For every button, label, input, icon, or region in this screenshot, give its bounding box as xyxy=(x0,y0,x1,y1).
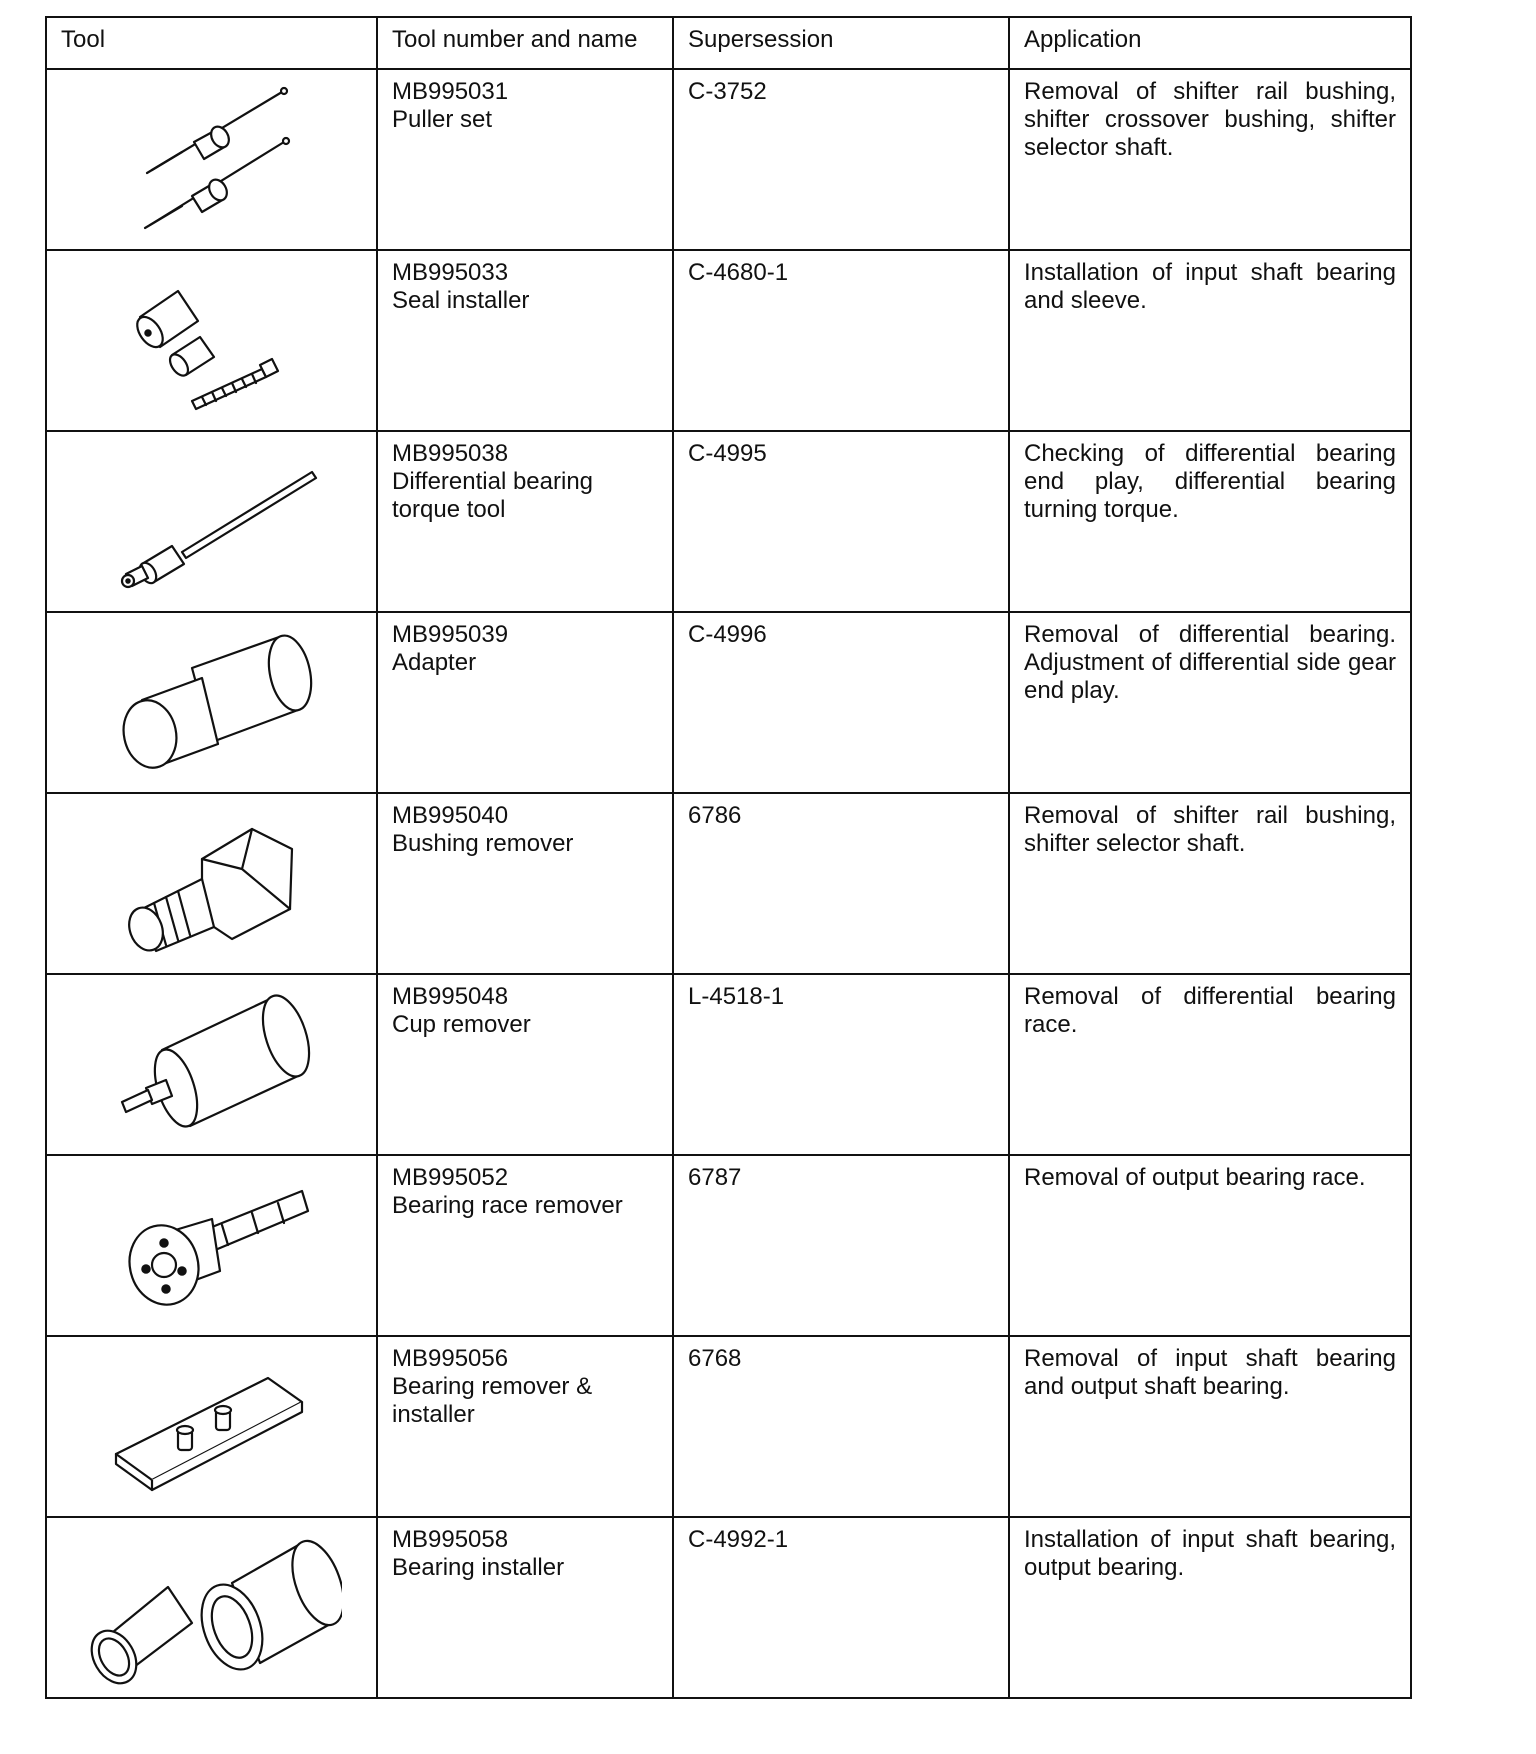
tool-image-cell xyxy=(46,1155,377,1336)
table-row xyxy=(46,793,1411,974)
tool-number: MB995039 xyxy=(392,621,509,648)
table-row xyxy=(46,69,1411,250)
tool-name: Bushing remover xyxy=(392,830,574,857)
header-row xyxy=(46,17,1411,69)
tool-number-name-cell xyxy=(377,1155,673,1336)
tool-number-name-cell xyxy=(377,250,673,431)
supersession-cell: 6787 xyxy=(673,1155,1009,1336)
application-cell: Removal of output bearing race. xyxy=(1009,1155,1411,1336)
supersession-cell: 6768 xyxy=(673,1336,1009,1517)
supersession-cell: C-4992-1 xyxy=(673,1517,1009,1698)
table-row xyxy=(46,250,1411,431)
tool-name: Seal installer xyxy=(392,287,530,314)
tool-name: Differential bearing torque tool xyxy=(392,468,594,523)
header-application: Application xyxy=(1009,17,1411,69)
tool-number: MB995052 xyxy=(392,1164,509,1191)
bearing-remover-installer-icon xyxy=(102,1342,322,1512)
application-cell: Removal of shifter rail bushing, shifter selector shaft. xyxy=(1009,793,1411,974)
table-row xyxy=(46,974,1411,1155)
header-number-name: Tool number and name xyxy=(377,17,673,69)
supersession-cell: C-3752 xyxy=(673,69,1009,250)
bushing-remover-icon xyxy=(102,799,322,969)
tool-number: MB995031 xyxy=(392,78,509,105)
tool-name: Cup remover xyxy=(392,1011,531,1038)
tool-number-name-cell xyxy=(377,1517,673,1698)
tool-number-name-cell xyxy=(377,793,673,974)
application-cell: Installation of input shaft bearing, output bearing. xyxy=(1009,1517,1411,1698)
header-supersession: Supersession xyxy=(673,17,1009,69)
special-tools-table xyxy=(45,16,1412,1699)
tool-image-cell xyxy=(46,69,377,250)
application-cell: Checking of differential bearing end play, differential bearing turning torque. xyxy=(1009,431,1411,612)
tool-image-cell xyxy=(46,1336,377,1517)
tool-image-cell xyxy=(46,612,377,793)
application-cell: Removal of differential bearing. Adjustment of differential side gear end play. xyxy=(1009,612,1411,793)
application-cell: Removal of differential bearing race. xyxy=(1009,974,1411,1155)
cup-remover-icon xyxy=(102,980,322,1150)
application-cell: Installation of input shaft bearing and sleeve. xyxy=(1009,250,1411,431)
tool-number: MB995058 xyxy=(392,1526,509,1553)
tool-number-name-cell xyxy=(377,69,673,250)
tool-name: Puller set xyxy=(392,106,493,133)
tool-name: Bearing installer xyxy=(392,1554,565,1581)
supersession-cell: 6786 xyxy=(673,793,1009,974)
table-row xyxy=(46,612,1411,793)
tool-image-cell xyxy=(46,1517,377,1698)
tool-number: MB995056 xyxy=(392,1345,509,1372)
header-tool: Tool xyxy=(46,17,377,69)
supersession-cell: C-4680-1 xyxy=(673,250,1009,431)
supersession-cell: L-4518-1 xyxy=(673,974,1009,1155)
tool-image-cell xyxy=(46,793,377,974)
tool-number-name-cell xyxy=(377,974,673,1155)
table-row xyxy=(46,1336,1411,1517)
table-row xyxy=(46,1517,1411,1698)
tool-image-cell xyxy=(46,250,377,431)
application-cell: Removal of input shaft bearing and output shaft bearing. xyxy=(1009,1336,1411,1517)
supersession-cell: C-4995 xyxy=(673,431,1009,612)
tool-image-cell xyxy=(46,431,377,612)
bearing-race-remover-icon xyxy=(102,1161,322,1331)
tool-number: MB995038 xyxy=(392,440,509,467)
tool-number: MB995033 xyxy=(392,259,509,286)
torque-tool-icon xyxy=(102,442,322,602)
tool-number-name-cell xyxy=(377,431,673,612)
tool-image-cell xyxy=(46,974,377,1155)
tool-number: MB995048 xyxy=(392,983,509,1010)
tool-number: MB995040 xyxy=(392,802,509,829)
table-row xyxy=(46,1155,1411,1336)
adapter-icon xyxy=(102,618,322,788)
supersession-cell: C-4996 xyxy=(673,612,1009,793)
tool-number-name-cell xyxy=(377,1336,673,1517)
bearing-installer-icon xyxy=(82,1523,342,1693)
seal-installer-icon xyxy=(112,261,312,421)
application-cell: Removal of shifter rail bushing, shifter crossover bushing, shifter selector shaft. xyxy=(1009,69,1411,250)
tool-name: Adapter xyxy=(392,649,477,676)
table-row xyxy=(46,431,1411,612)
tool-name: Bearing remover & installer xyxy=(392,1373,593,1428)
tool-name: Bearing race remover xyxy=(392,1192,623,1219)
puller-set-icon xyxy=(112,80,312,240)
tool-number-name-cell xyxy=(377,612,673,793)
